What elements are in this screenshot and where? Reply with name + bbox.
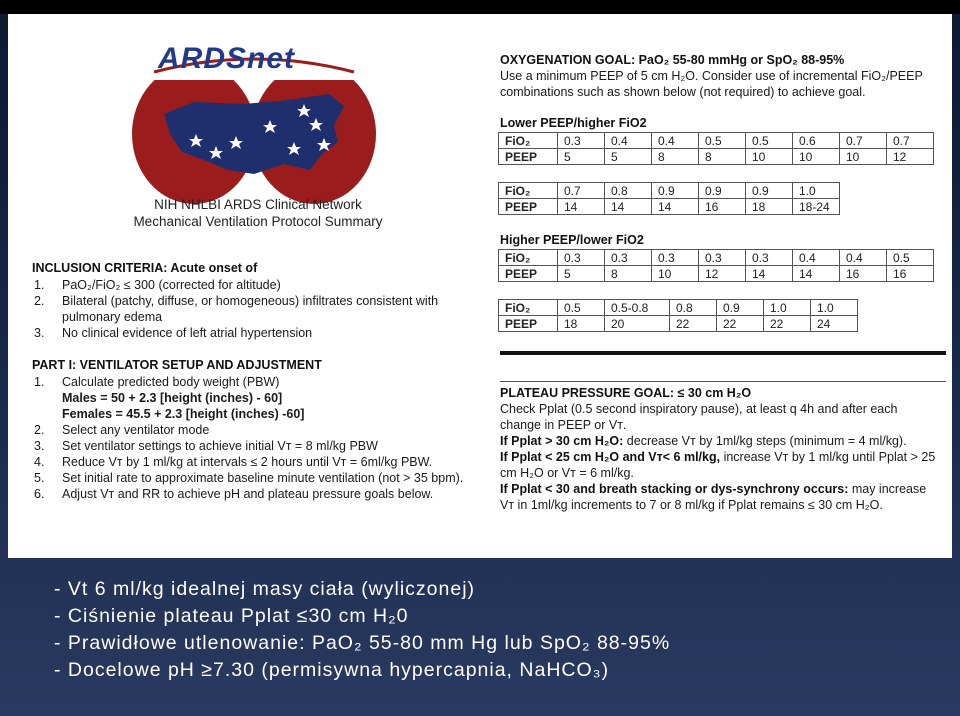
table-row: PEEP 5 8 10 12 14 14 16 16: [499, 266, 934, 282]
higher-peep-table-1: [498, 249, 934, 282]
list-item: 3. Set ventilator settings to achieve initial Vᴛ = 8 ml/kg PBW: [34, 439, 378, 453]
list-item: 2. Select any ventilator mode: [34, 423, 210, 437]
bullet-line: - Ciśnienie plateau Pplat ≤30 cm H₂0: [54, 605, 409, 627]
table-row: FiO₂ 0.7 0.8 0.9 0.9 0.9 1.0: [499, 183, 840, 199]
list-item: 3. No clinical evidence of left atrial hypertension: [34, 326, 313, 340]
list-item: Males = 50 + 2.3 [height (inches) - 60]: [62, 391, 283, 405]
table-row: FiO₂ 0.3 0.4 0.4 0.5 0.5 0.6 0.7 0.7: [499, 133, 934, 149]
bullet-line: - Docelowe pH ≥7.30 (permisywna hypercapnia, NaHCO₃): [54, 659, 610, 681]
table-row: PEEP 18 20 22 22 22 24: [499, 316, 858, 332]
list-item: 4. Reduce Vᴛ by 1 ml/kg at intervals ≤ 2 hours until Vᴛ = 6ml/kg PBW.: [34, 455, 433, 469]
table-row: PEEP 5 5 8 8 10 10 10 12: [499, 149, 934, 165]
logo-text: ARDSnet: [158, 42, 296, 75]
higher-peep-label: Higher PEEP/lower FiO2: [500, 233, 644, 247]
lower-peep-label: Lower PEEP/higher FiO2: [500, 116, 647, 130]
list-item: 6. Adjust Vᴛ and RR to achieve pH and plateau pressure goals below.: [34, 487, 434, 501]
plateau-rule-3: If Pplat < 30 and breath stacking or dys-synchrony occurs: may increase Vᴛ in 1ml/kg increments to 7 or 8 ml/kg if Pplat remains ≤ 30 cm H₂O.: [500, 482, 927, 512]
oxygenation-goal: [500, 52, 940, 100]
table-row: FiO₂ 0.3 0.3 0.3 0.3 0.3 0.4 0.4 0.5: [499, 250, 934, 266]
lower-peep-table-2: [498, 182, 840, 215]
plateau-check: Check Pplat (0.5 second inspiratory pause), at least q 4h and after each change in PEEP or Vᴛ.: [500, 402, 898, 432]
network-title-line: NIH NHLBI ARDS Clinical Network: [154, 197, 362, 212]
list-item: 2. Bilateral (patchy, diffuse, or homogeneous) infiltrates consistent with pulmonary edema: [34, 294, 439, 324]
section-divider: [500, 351, 946, 355]
top-bar: [0, 0, 960, 14]
plateau-heading: PLATEAU PRESSURE GOAL: ≤ 30 cm H₂O: [500, 386, 752, 400]
inclusion-criteria: [32, 260, 477, 341]
part1-ventilator-setup: [32, 357, 477, 502]
table-row: PEEP 14 14 14 16 18 18-24: [499, 199, 840, 215]
plateau-divider: [500, 381, 946, 382]
network-title: [108, 196, 408, 230]
list-item: 1. PaO₂/FiO₂ ≤ 300 (corrected for altitude): [34, 278, 281, 292]
higher-peep-table-2: [498, 299, 858, 332]
summary-bullets: [54, 576, 954, 684]
inclusion-heading: INCLUSION CRITERIA: Acute onset of: [32, 261, 258, 275]
protocol-image-panel: [8, 14, 952, 558]
table-row: FiO₂ 0.5 0.5-0.8 0.8 0.9 1.0 1.0: [499, 300, 858, 316]
bullet-line: - Vt 6 ml/kg idealnej masy ciała (wyliczonej): [54, 578, 476, 600]
part1-heading: PART I: VENTILATOR SETUP AND ADJUSTMENT: [32, 358, 322, 372]
list-item: 5. Set initial rate to approximate baseline minute ventilation (not > 35 bpm).: [34, 471, 464, 485]
oxygenation-heading: OXYGENATION GOAL: PaO₂ 55-80 mmHg or SpO₂ 88-95%: [500, 53, 845, 67]
plateau-rule-2: If Pplat < 25 cm H₂O and Vᴛ< 6 ml/kg, increase Vᴛ by 1 ml/kg until Pplat > 25 cm H₂O or Vᴛ = 6 ml/kg.: [500, 450, 936, 480]
list-item: Females = 45.5 + 2.3 [height (inches) -60]: [62, 407, 305, 421]
plateau-rule-1: If Pplat > 30 cm H₂O: decrease Vᴛ by 1ml/kg steps (minimum = 4 ml/kg).: [500, 434, 907, 448]
bullet-line: - Prawidłowe utlenowanie: PaO₂ 55-80 mm Hg lub SpO₂ 88-95%: [54, 632, 671, 654]
list-item: 1. Calculate predicted body weight (PBW): [34, 375, 280, 389]
plateau-pressure-goal: [500, 385, 940, 513]
oxygenation-text: Use a minimum PEEP of 5 cm H₂O. Consider use of incremental FiO₂/PEEP combinations such as shown below (not required) to achieve goal.: [500, 69, 923, 99]
lower-peep-table-1: [498, 132, 934, 165]
network-title-line: Mechanical Ventilation Protocol Summary: [133, 214, 383, 229]
